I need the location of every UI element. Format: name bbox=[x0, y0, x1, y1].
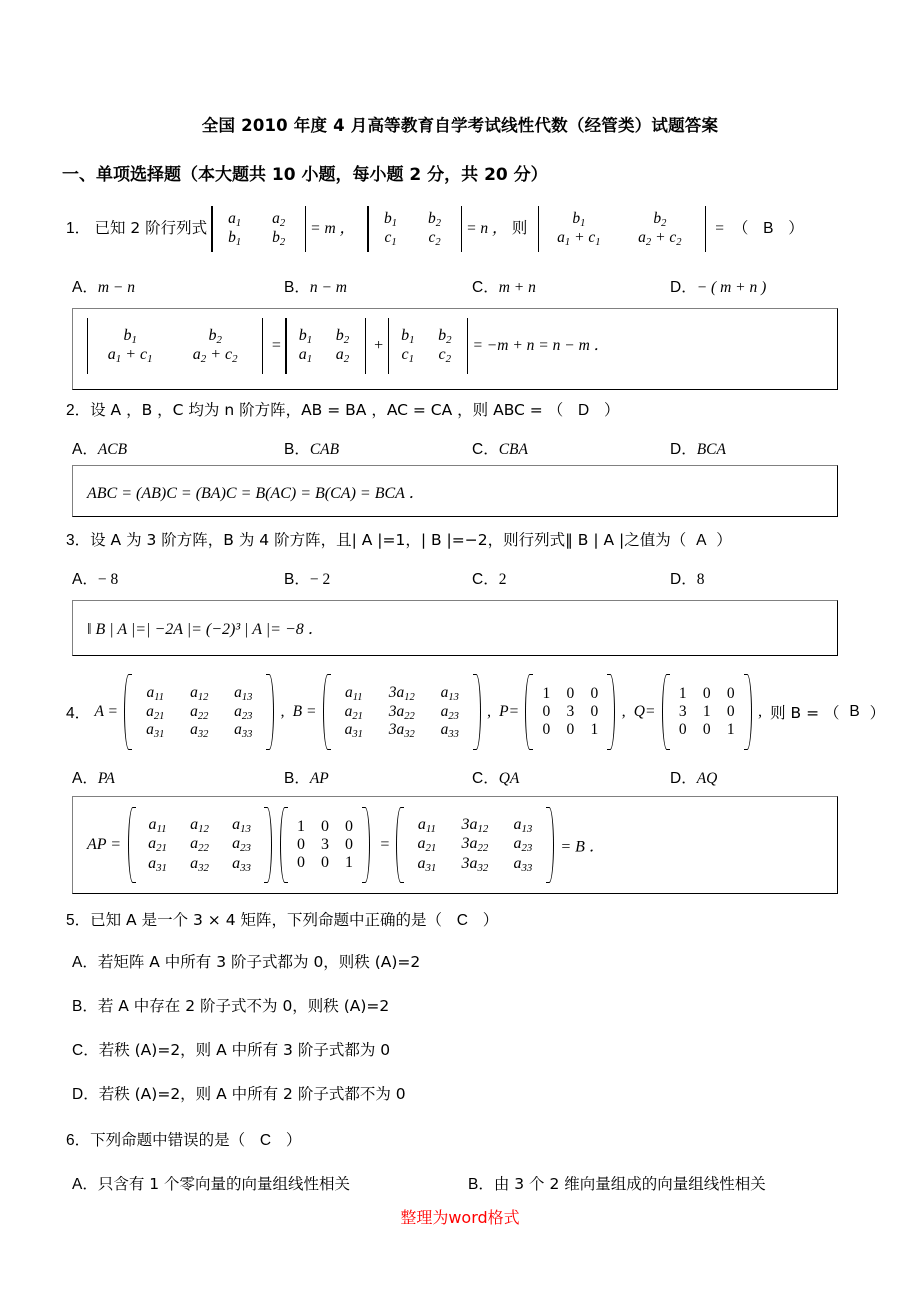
q1-solution-tail: = −m + n = n − m ． bbox=[472, 337, 610, 355]
q5-option-c bbox=[72, 1038, 390, 1060]
q3-opt-b-label: B． bbox=[284, 571, 310, 588]
q4-opt-b-label: B． bbox=[284, 770, 310, 787]
q2-solution: ABC = (AB)C = (BA)C = B(AC) = B(CA) = BCA ． bbox=[87, 485, 425, 502]
q6-opt-b-label: B． bbox=[468, 1176, 494, 1193]
matrix-Q: 1 0 0 3 1 0 0 0 1 bbox=[660, 672, 754, 752]
question-1-options bbox=[72, 275, 862, 301]
question-2-answer-box bbox=[72, 465, 838, 517]
question-4-answer-box: AP = $a_{11}$ $a_{12}$ $a_{13}$ $a_{21}$ $a_{22}$ $a_{23}$ $a_{31}$ $a_{32}$ $a_{33}$ 1 0 0 0 3 0 0 0 1 = $a_{11}$ $3a_{12}$ $a_{13}$ $a_{21}$ $3a_{22}$ $a_{23}$ $a_{31}$ $3a_{32}$ $a_{33}$ = B ． bbox=[72, 796, 838, 894]
q2-opt-b-label: B． bbox=[284, 441, 310, 458]
q3-solution: ‖ B | A |=| −2A |= (−2)³ | A |= −8 ． bbox=[87, 621, 324, 638]
question-3-answer: A bbox=[696, 532, 707, 549]
solution-det-3: $b_1$ $b_2$ $c_1$ $c_2$ bbox=[388, 317, 468, 375]
q5-opt-a-text: 若矩阵 A 中所有 3 阶子式都为 0，则秩 (A)=2 bbox=[97, 953, 421, 971]
question-2-options bbox=[72, 437, 862, 463]
solution-matrix-B: $a_{11}$ $3a_{12}$ $a_{13}$ $a_{21}$ $3a_{22}$ $a_{23}$ $a_{31}$ $3a_{32}$ $a_{33}$ bbox=[394, 805, 556, 885]
q3-opt-d-text: 8 bbox=[696, 571, 705, 588]
q2-close: ） bbox=[603, 401, 620, 419]
q5-opt-d-label: D． bbox=[72, 1086, 99, 1103]
q3-opt-b-text: − 2 bbox=[309, 571, 331, 588]
q4-q-label: Q= bbox=[633, 703, 656, 720]
question-2-answer: D bbox=[578, 402, 590, 419]
question-1-stem: 1． 已知 2 阶行列式 $a_1$ $a_2$ $b_1$ $b_2$ = m ， $b_1$ $b_2$ $c_1$ $c_2$ = n ， 则 $b_1$ $b_2$ $a_1 + c_1$ $a_2 + c_2$ = （ B ） bbox=[66, 205, 804, 253]
question-4-stem: 4． A = $a_{11}$ $a_{12}$ $a_{13}$ $a_{21}$ $a_{22}$ $a_{23}$ $a_{31}$ $a_{32}$ $a_{33}$ , B = $a_{11}$ $3a_{12}$ $a_{13}$ $a_{21}$ $3a_{22}$ $a_{23}$ $a_{31}$ $3a_{32}$ $a_{33}$ , P= 1 0 0 0 3 0 0 0 1 , Q= 1 0 0 3 1 0 0 0 1 , 则 B = （ B ） bbox=[66, 672, 885, 752]
q1-opt-d-label: D． bbox=[670, 279, 697, 296]
q1-opt-d-text: − ( m + n ) bbox=[696, 279, 767, 296]
q5-option-a bbox=[72, 950, 420, 972]
q5-opt-c-text: 若秩 (A)=2，则 A 中所有 3 阶子式都为 0 bbox=[98, 1041, 391, 1059]
question-1-number: 1． bbox=[66, 220, 91, 238]
q3-opt-c-text: 2 bbox=[498, 571, 507, 588]
determinant-b: $b_1$ $b_2$ $c_1$ $c_2$ bbox=[367, 205, 461, 253]
q6-opt-a-label: A． bbox=[72, 1176, 98, 1193]
q3-opt-a-text: − 8 bbox=[97, 571, 119, 588]
page-title: 全国 2010 年度 4 月高等教育自学考试线性代数（经管类）试题答案 bbox=[201, 116, 719, 135]
question-1-text: 已知 2 阶行列式 bbox=[94, 219, 208, 238]
q1-opt-a-text: m − n bbox=[97, 279, 135, 296]
question-1-answer-box: $b_1$ $b_2$ $a_1 + c_1$ $a_2 + c_2$ = $b_1$ $b_2$ $a_1$ $a_2$ + $b_1$ $b_2$ $c_1$ $c_2$ = −m + n = n − m ． bbox=[72, 308, 838, 390]
question-5-stem bbox=[66, 908, 498, 930]
solution-det-1: $b_1$ $b_2$ $a_1 + c_1$ $a_2 + c_2$ bbox=[87, 317, 263, 375]
page-footer: 整理为word格式 bbox=[400, 1208, 520, 1227]
q1-eq2: = n ， bbox=[466, 220, 508, 238]
q1-opt-b-label: B． bbox=[284, 279, 310, 296]
q3-opt-a-label: A． bbox=[72, 571, 98, 588]
q6-option-b bbox=[468, 1172, 766, 1194]
q2-opt-a-label: A． bbox=[72, 441, 98, 458]
solution-matrix-A: $a_{11}$ $a_{12}$ $a_{13}$ $a_{21}$ $a_{22}$ $a_{23}$ $a_{31}$ $a_{32}$ $a_{33}$ bbox=[126, 805, 274, 885]
q6-option-a bbox=[72, 1172, 350, 1194]
q3-close: ） bbox=[716, 531, 732, 549]
q6-close: ） bbox=[285, 1131, 302, 1149]
q4-opt-c-label: C． bbox=[472, 770, 499, 787]
q2-opt-b-text: CAB bbox=[309, 441, 340, 458]
q4-opt-d-label: D． bbox=[670, 770, 697, 787]
q5-opt-b-text: 若 A 中存在 2 阶子式不为 0，则秩 (A)=2 bbox=[97, 997, 390, 1015]
q3-opt-d-label: D． bbox=[670, 571, 697, 588]
q6-opt-a-text: 只含有 1 个零向量的向量组线性相关 bbox=[97, 1175, 351, 1193]
matrix-A: $a_{11}$ $a_{12}$ $a_{13}$ $a_{21}$ $a_{22}$ $a_{23}$ $a_{31}$ $a_{32}$ $a_{33}$ bbox=[122, 672, 276, 752]
q2-opt-c-text: CBA bbox=[498, 441, 528, 458]
q5-opt-c-label: C． bbox=[72, 1042, 99, 1059]
question-6-number: 6． bbox=[66, 1132, 91, 1149]
q4-opt-b-text: AP bbox=[309, 770, 329, 787]
q5-opt-b-label: B． bbox=[72, 998, 98, 1015]
question-5-text: 已知 A 是一个 3 × 4 矩阵，下列命题中正确的是（ bbox=[90, 911, 443, 929]
q4-opt-a-label: A． bbox=[72, 770, 98, 787]
q3-opt-c-label: C． bbox=[472, 571, 499, 588]
q4-b-label: B = bbox=[292, 703, 317, 720]
q2-opt-d-text: BCA bbox=[696, 441, 726, 458]
q1-opt-c-label: C． bbox=[472, 279, 499, 296]
matrix-P: 1 0 0 0 3 0 0 0 1 bbox=[523, 672, 617, 752]
question-2-number: 2． bbox=[66, 402, 91, 419]
q4-opt-d-text: AQ bbox=[696, 770, 718, 787]
q4-close: ） bbox=[869, 704, 886, 722]
question-6-answer: C bbox=[259, 1132, 272, 1149]
question-4-options bbox=[72, 766, 862, 792]
q5-opt-d-text: 若秩 (A)=2，则 A 中所有 2 阶子式都不为 0 bbox=[98, 1085, 406, 1103]
q5-option-d bbox=[72, 1082, 406, 1104]
q1-opt-c-text: m + n bbox=[498, 279, 536, 296]
q4-p-label: P= bbox=[499, 703, 520, 720]
question-3-number: 3． bbox=[66, 532, 91, 549]
question-6-text: 下列命题中错误的是（ bbox=[90, 1131, 246, 1149]
q2-opt-a-text: ACB bbox=[97, 441, 128, 458]
question-3-answer-box bbox=[72, 600, 838, 656]
question-3-stem bbox=[66, 528, 732, 550]
q1-eq1: = m ， bbox=[310, 220, 356, 238]
question-3-options bbox=[72, 567, 862, 593]
determinant-c: $b_1$ $b_2$ $a_1 + c_1$ $a_2 + c_2$ bbox=[538, 205, 706, 253]
q1-opt-a-label: A． bbox=[72, 279, 98, 296]
solution-det-2: $b_1$ $b_2$ $a_1$ $a_2$ bbox=[285, 317, 365, 375]
q4-a-label: A = bbox=[94, 703, 118, 720]
solution-matrix-P: 1 0 0 0 3 0 0 0 1 bbox=[278, 805, 372, 885]
q2-opt-d-label: D． bbox=[670, 441, 697, 458]
question-5-number: 5． bbox=[66, 912, 91, 929]
question-4-number: 4． bbox=[66, 705, 91, 722]
determinant-a: $a_1$ $a_2$ $b_1$ $b_2$ bbox=[211, 205, 305, 253]
q4-solution-tail: = B ． bbox=[560, 838, 605, 856]
question-2-text: 设 A ，B ，C 均为 n 阶方阵，AB = BA ，AC = CA ，则 ABC = （ bbox=[90, 401, 564, 419]
question-5-answer: C bbox=[456, 912, 468, 929]
q4-opt-a-text: PA bbox=[97, 770, 115, 787]
question-1-answer: B bbox=[763, 220, 774, 238]
matrix-B: $a_{11}$ $3a_{12}$ $a_{13}$ $a_{21}$ $3a_{22}$ $a_{23}$ $a_{31}$ $3a_{32}$ $a_{33}$ bbox=[321, 672, 483, 752]
question-2-stem bbox=[66, 398, 620, 420]
question-3-text: 设 A 为 3 阶方阵，B 为 4 阶方阵，且| A |=1，| B |=−2，则行列式‖ B | A |之值为（ bbox=[90, 531, 687, 549]
q6-opt-b-text: 由 3 个 2 维向量组成的向量组线性相关 bbox=[493, 1175, 766, 1193]
section-heading: 一、单项选择题（本大题共 10 小题，每小题 2 分，共 20 分） bbox=[62, 165, 548, 185]
q5-close: ） bbox=[482, 911, 499, 929]
question-6-stem bbox=[66, 1128, 301, 1150]
question-4-answer: B bbox=[849, 703, 860, 720]
q1-opt-b-text: n − m bbox=[309, 279, 347, 296]
q1-then: 则 bbox=[511, 219, 528, 238]
q5-option-b bbox=[72, 994, 389, 1016]
q5-opt-a-label: A． bbox=[72, 954, 98, 971]
q2-opt-c-label: C． bbox=[472, 441, 499, 458]
q4-solution-label: AP = bbox=[87, 836, 122, 853]
q4-then: 则 B = （ bbox=[770, 704, 840, 722]
q4-opt-c-text: QA bbox=[498, 770, 520, 787]
